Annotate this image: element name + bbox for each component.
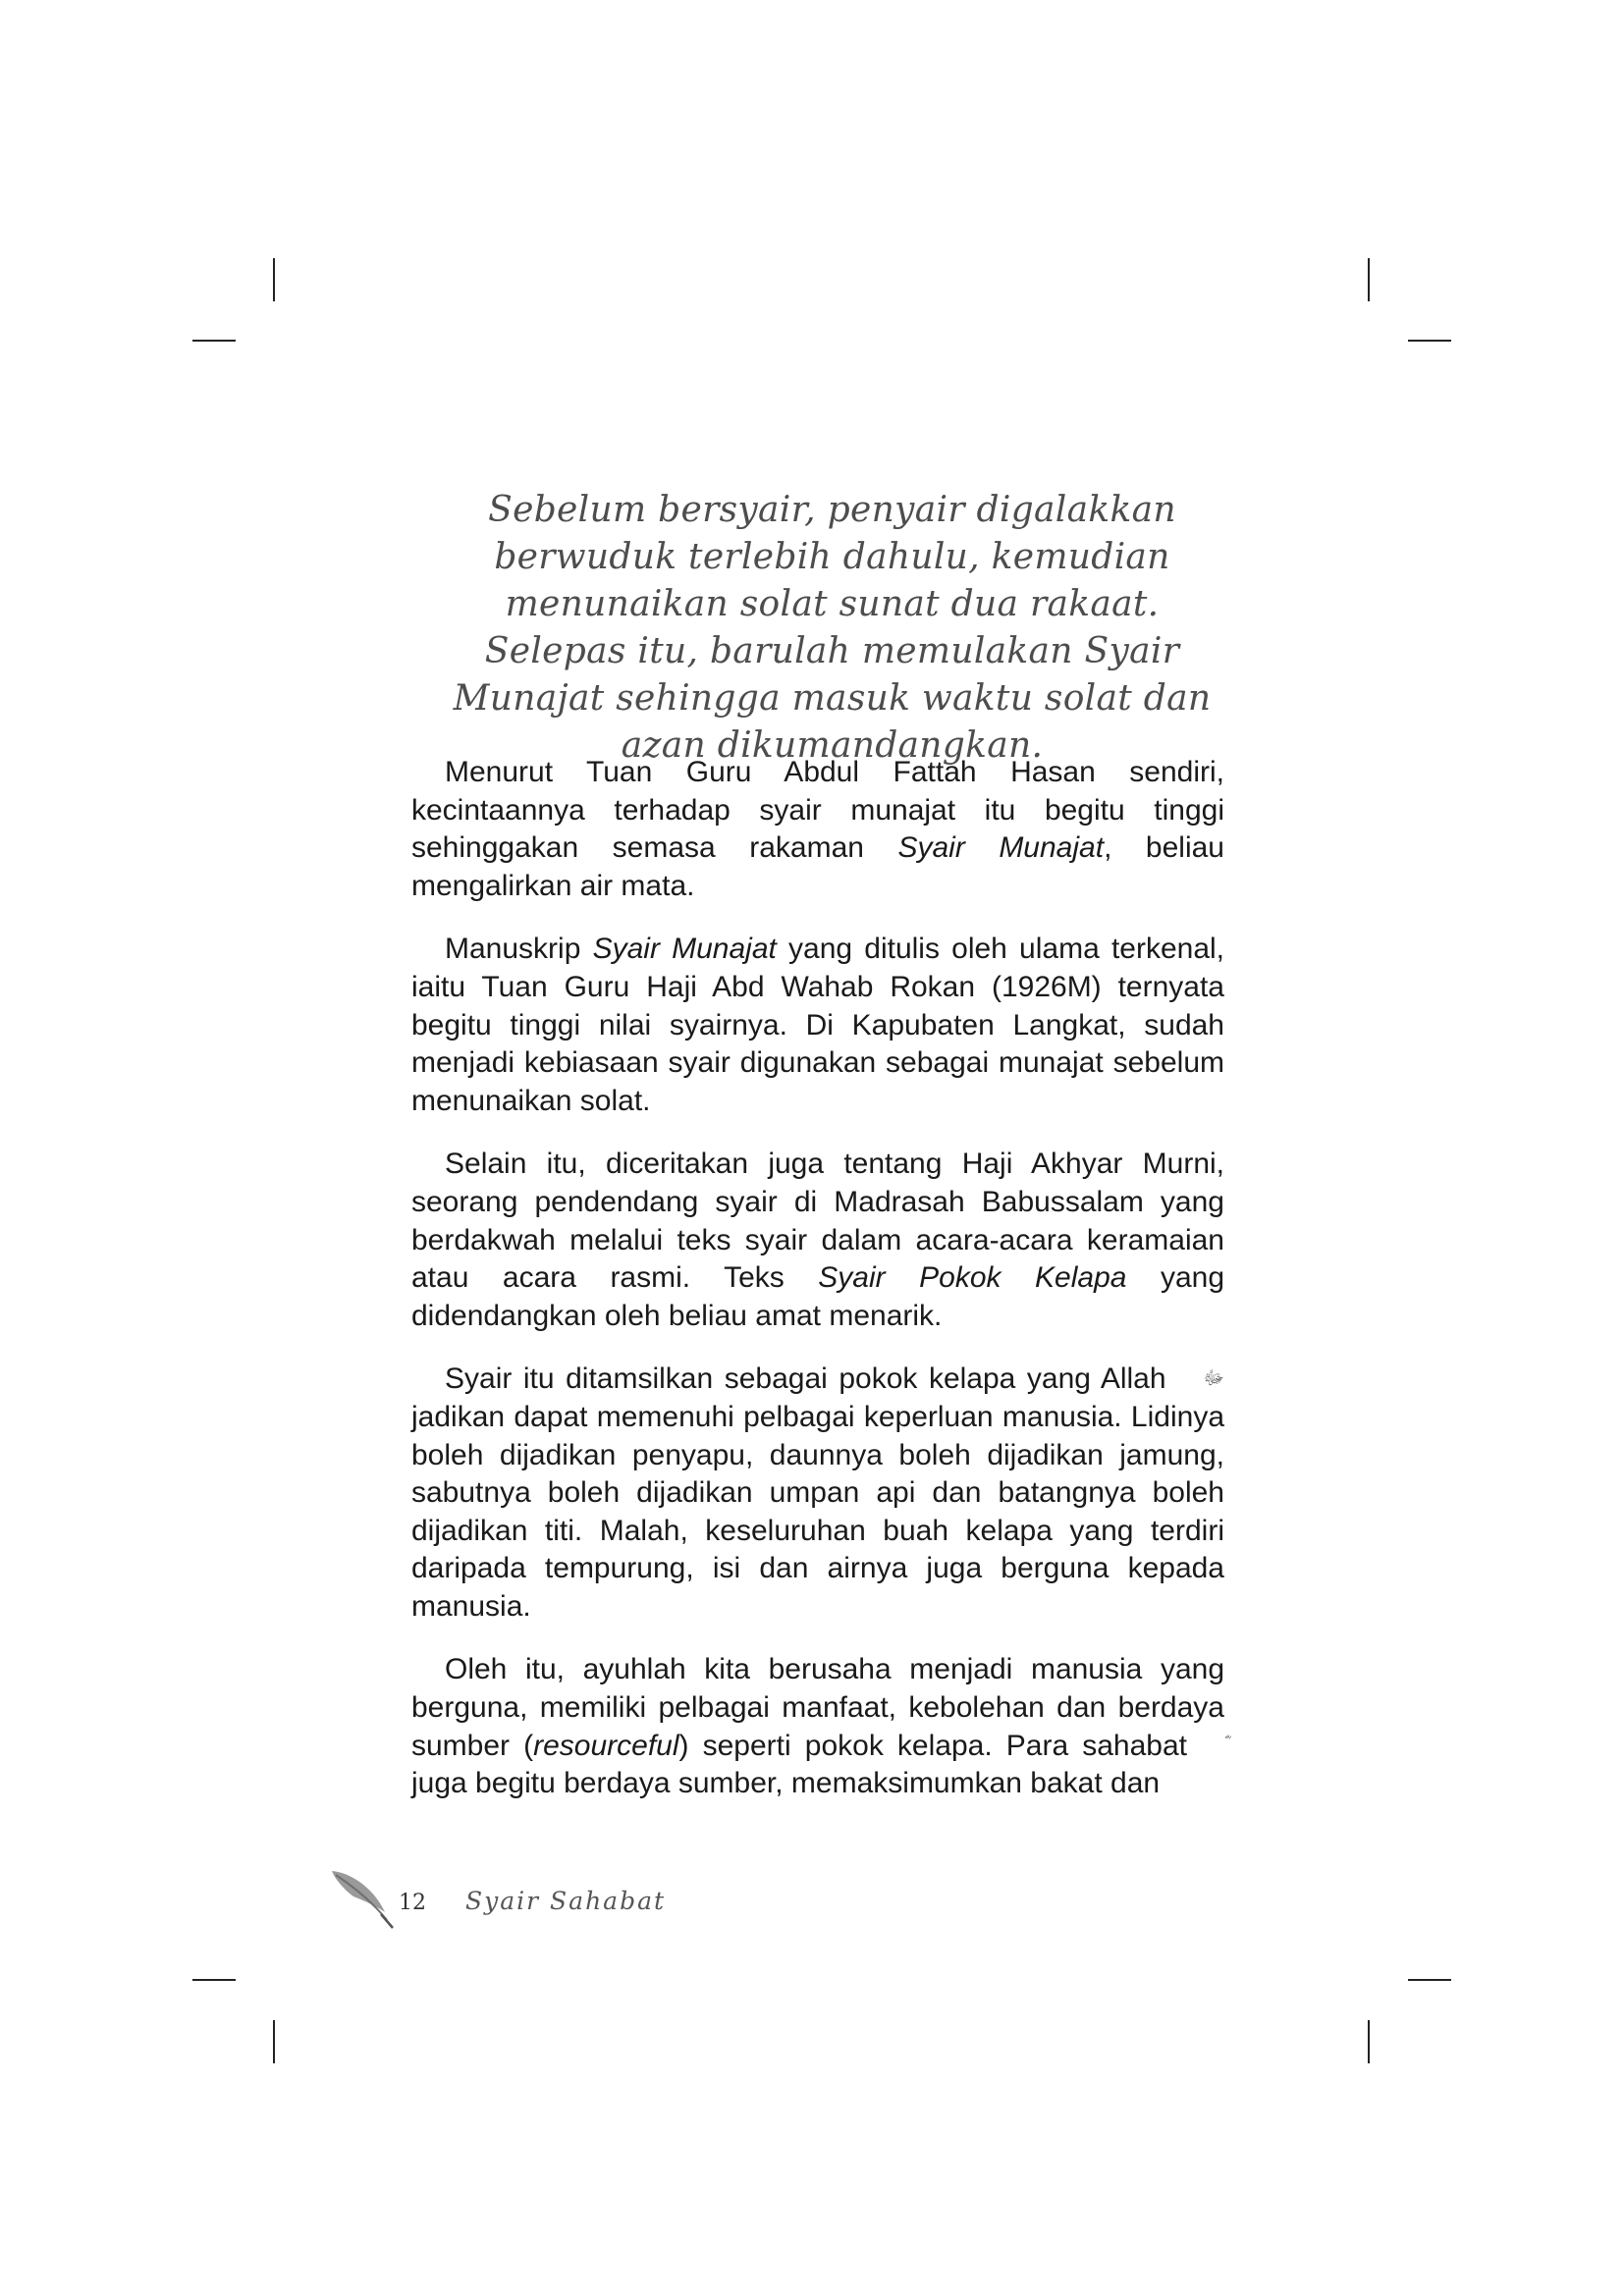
body-text bbox=[411, 754, 1224, 1829]
page-number: 12 bbox=[399, 1891, 426, 1915]
quill-icon bbox=[324, 1865, 403, 1934]
crop-mark-top-left-v bbox=[273, 258, 275, 301]
crop-mark-bottom-left-h bbox=[192, 1979, 236, 1981]
crop-mark-top-right-h bbox=[1408, 340, 1451, 342]
paragraph: Selain itu, diceritakan juga tentang Haji Akhyar Murni, seorang pendendang syair di Madrasah Babussalam yang berdakwah melalui teks syair dalam acara-acara keramaian atau acara rasmi. Teks Syair Pokok Kelapa yang didendangkan oleh beliau amat menarik. bbox=[411, 1148, 1224, 1332]
honorific-ra-icon bbox=[1191, 1728, 1224, 1766]
crop-mark-top-left-h bbox=[192, 340, 236, 342]
page-footer bbox=[324, 1865, 717, 1934]
crop-mark-bottom-right-h bbox=[1408, 1979, 1451, 1981]
paragraph: Oleh itu, ayuhlah kita berusaha menjadi manusia yang berguna, memiliki pelbagai manfaat, kebolehan dan berdaya sumber (resourceful) seperti pokok kelapa. Para sahabat juga begitu berdaya sumber, memaksimumkan bakat dan bbox=[411, 1653, 1224, 1800]
crop-mark-top-right-v bbox=[1368, 258, 1370, 301]
running-footer-title: Syair Sahabat bbox=[465, 1887, 667, 1915]
crop-mark-bottom-left-v bbox=[273, 2020, 275, 2063]
paragraph: Syair itu ditamsilkan sebagai pokok kelapa yang Allah ﷻ jadikan dapat memenuhi pelbagai keperluan manusia. Lidinya boleh dijadikan penyapu, daunnya boleh dijadikan jamung, sabutnya boleh dijadikan umpan api dan batangnya boleh dijadikan titi. Malah, keseluruhan buah kelapa yang terdiri daripada tempurung, isi dan airnya juga berguna kepada manusia. bbox=[411, 1362, 1224, 1623]
pull-quote: Sebelum bersyair, penyair digalakkan berwuduk terlebih dahulu, kemudian menunaikan solat sunat dua rakaat. Selepas itu, barulah memulakan Syair Munajat sehingga masuk waktu solat dan azan dikumandangkan. bbox=[453, 490, 1212, 766]
paragraph: Manuskrip Syair Munajat yang ditulis oleh ulama terkenal, iaitu Tuan Guru Haji Abd Wahab Rokan (1926M) ternyata begitu tinggi nilai syairnya. Di Kapubaten Langkat, sudah menjadi kebiasaan syair digunakan sebagai munajat sebelum menunaikan solat. bbox=[411, 933, 1225, 1117]
crop-mark-bottom-right-v bbox=[1368, 2020, 1370, 2063]
paragraph: Menurut Tuan Guru Abdul Fattah Hasan sendiri, kecintaannya terhadap syair munajat itu begitu tinggi sehinggakan semasa rakaman Syair Munajat, beliau mengalirkan air mata. bbox=[411, 756, 1224, 902]
honorific-swt-icon: ﷻ bbox=[1203, 1368, 1224, 1390]
